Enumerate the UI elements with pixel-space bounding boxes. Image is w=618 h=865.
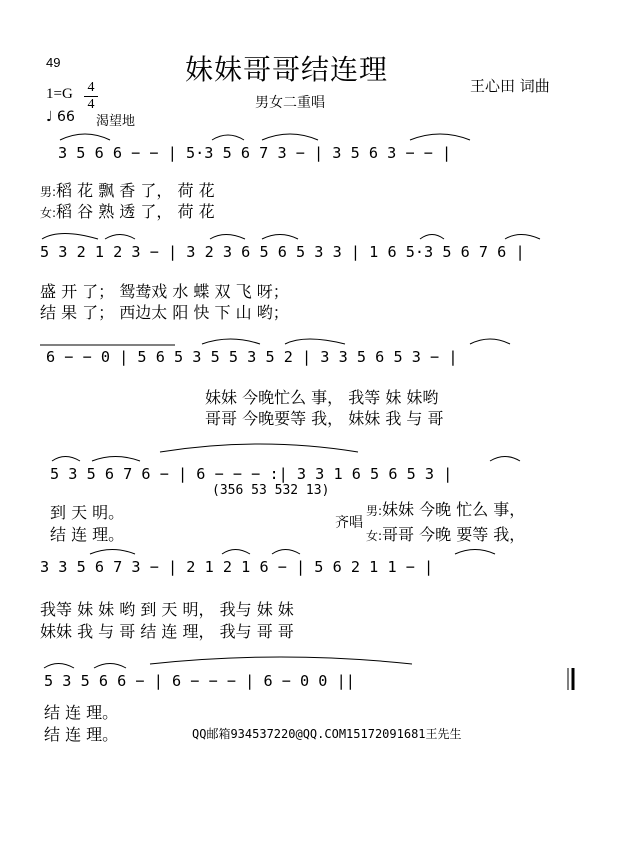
voice-label: 女: bbox=[40, 206, 57, 220]
lyric-text: 妹妹 今晚 忙么 事， bbox=[382, 500, 526, 519]
system-5-lyric-line-1: 我等 妹 妹 哟 到 天 明， 我与 妹 妹 bbox=[40, 600, 294, 619]
system-2-notes: 5 3 2 1 2 3 − | 3 2 3 6 5 6 5 3 3 | 1 6 5·3 5 6 7 6 | bbox=[40, 243, 525, 261]
system-5-notes: 3 3 5 6 7 3 − | 2 1 2 1 6 − | 5 6 2 1 1 − | bbox=[40, 558, 434, 576]
slur bbox=[285, 339, 345, 344]
expression-marking: 渴望地 bbox=[96, 114, 136, 129]
slur bbox=[105, 235, 135, 240]
song-subtitle: 男女二重唱 bbox=[255, 95, 325, 111]
system-3-lyric-line-1: 妹妹 今晚忙么 事， 我等 妹 妹哟 bbox=[205, 388, 439, 407]
composer-credit: 王心田 词曲 bbox=[470, 77, 550, 95]
slur bbox=[262, 235, 298, 240]
system-5-lyric-line-2: 妹妹 我 与 哥 结 连 理， 我与 哥 哥 bbox=[40, 622, 294, 641]
slur bbox=[52, 457, 80, 462]
slur bbox=[272, 550, 300, 555]
voice-label: 男: bbox=[366, 504, 383, 518]
slur bbox=[410, 134, 470, 140]
system-4-lyric-line-1: 到 天 明。 bbox=[50, 503, 125, 522]
system-4-bracket-notes: (356 53 532 13) bbox=[212, 483, 330, 498]
system-6-lyric-line-2: 结 连 理。 bbox=[44, 725, 119, 744]
slur bbox=[222, 550, 250, 555]
contact-footer: QQ邮箱934537220@QQ.COM15172091681王先生 bbox=[192, 727, 462, 741]
slur bbox=[420, 235, 444, 240]
slur bbox=[490, 457, 520, 462]
system-1-notes: 3 5 6 6 − − | 5·3 5 6 7 3 − | 3 5 6 3 − − | bbox=[58, 144, 452, 162]
lyric-text: 稻 谷 熟 透 了， 荷 花 bbox=[56, 202, 215, 221]
slur bbox=[210, 235, 245, 240]
slur bbox=[44, 664, 74, 669]
system-4-notes: 5 3 5 6 7 6 − | 6 − − − :| 3 3 1 6 5 6 5 3 | bbox=[50, 465, 453, 483]
system-6-notes: 5 3 5 6 6 − | 6 − − − | 6 − 0 0 || bbox=[44, 672, 355, 690]
system-2-lyric-line-1: 盛 开 了； 鸳鸯戏 水 蝶 双 飞 呀； bbox=[40, 282, 289, 301]
slur bbox=[202, 339, 260, 344]
lyric-text: 哥哥 今晚 要等 我， bbox=[382, 525, 526, 544]
slur bbox=[90, 550, 135, 555]
voice-label: 女: bbox=[366, 529, 383, 543]
system-3-lyric-line-2: 哥哥 今晚要等 我， 妹妹 我 与 哥 bbox=[205, 409, 444, 428]
song-title: 妹妹哥哥结连理 bbox=[185, 53, 389, 86]
key-signature: 1=G bbox=[46, 86, 73, 102]
slur bbox=[505, 235, 540, 240]
slur bbox=[92, 457, 140, 462]
slur bbox=[455, 550, 495, 555]
system-6-lyric-line-1: 结 连 理。 bbox=[44, 703, 119, 722]
page-number: 49 bbox=[46, 55, 61, 70]
slur bbox=[470, 339, 510, 344]
voice-label: 男: bbox=[40, 185, 57, 199]
slur bbox=[212, 135, 244, 140]
time-signature-top: 4 bbox=[87, 80, 95, 95]
tie bbox=[160, 444, 358, 452]
slur bbox=[42, 234, 98, 240]
lyric-text: 稻 花 飘 香 了， 荷 花 bbox=[56, 181, 215, 200]
system-4-lyric-line-2: 结 连 理。 bbox=[50, 525, 125, 544]
tempo-marking: ♩ 66 bbox=[46, 109, 75, 125]
time-signature-bottom: 4 bbox=[84, 96, 98, 113]
system-3-notes: 6 − − 0 | 5 6 5 3 5 5 3 5 2 | 3 3 5 6 5 3 − | bbox=[46, 348, 458, 366]
slur bbox=[60, 134, 110, 140]
slur bbox=[94, 664, 126, 669]
tie bbox=[150, 657, 412, 664]
slur bbox=[262, 134, 318, 140]
system-2-lyric-line-2: 结 果 了； 西边太 阳 快 下 山 哟； bbox=[40, 303, 289, 322]
unison-label: 齐唱 bbox=[335, 515, 363, 531]
